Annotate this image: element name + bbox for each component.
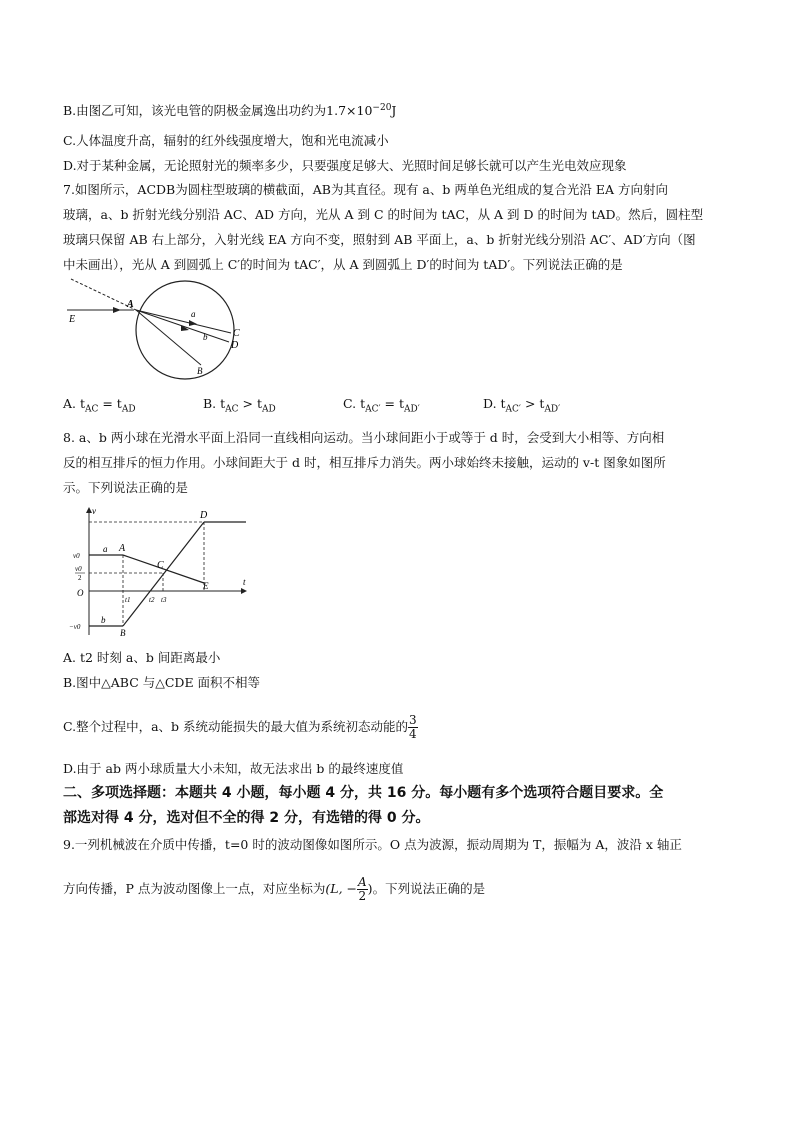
- q7-option-c-label: C. t: [343, 396, 366, 411]
- q7-stem-line1: 7.如图所示，ACDB为圆柱型玻璃的横截面，AB为其直径。现有 a、b 两单色光组成的复合光沿 EA 方向射向: [63, 182, 668, 197]
- q9-stem-line1: 9.一列机械波在介质中传播，t=0 时的波动图像如图所示。O 点为波源，振动周期为 T，振幅为 A，波沿 x 轴正: [63, 837, 682, 852]
- label-t1: t1: [125, 596, 131, 604]
- q8-stem-line2: 反的相互排斥的恒力作用。小球间距大于 d 时，相互排斥力消失。两小球始终未接触，运动的 v-t 图象如图所: [63, 455, 666, 470]
- q7-option-c-sub2: AD′: [403, 404, 420, 415]
- q7-option-b: [203, 396, 276, 415]
- label-c: C: [233, 328, 240, 339]
- q7-option-c-sub1: AC′: [365, 404, 381, 415]
- label-t3: t3: [161, 596, 167, 604]
- q7-stem-line2: 玻璃，a、b 折射光线分别沿 AC、AD 方向，光从 A 到 C 的时间为 tAC，从 A 到 D 的时间为 tAD。然后，圆柱型: [63, 207, 704, 222]
- label-half-v0-den: 2: [78, 574, 82, 582]
- q8-stem-line1: 8. a、b 两小球在光滑水平面上沿同一直线相向运动。当小球间距小于或等于 d 时，会受到大小相等、方向相: [63, 430, 665, 445]
- label-a: A: [127, 299, 134, 310]
- q7-option-b-sub1: AC: [225, 404, 239, 415]
- q7-option-a-sub1: AC: [85, 404, 99, 415]
- q7-option-b-rel: > t: [238, 396, 262, 411]
- ray-a-arrow-icon: [189, 320, 197, 326]
- q7-option-d-sub1: AC′: [505, 404, 521, 415]
- label-t: t: [243, 577, 246, 587]
- label-neg-v0: −v0: [69, 623, 81, 631]
- q8-option-a: A. t2 时刻 a、b 间距离最小: [63, 650, 221, 665]
- q7-option-d-rel: > t: [520, 396, 545, 411]
- q9-coord-fraction: [357, 876, 368, 903]
- q8-option-c: [63, 710, 418, 744]
- incident-arrow-icon: [113, 307, 121, 313]
- q7-stem-line4: 中未画出），光从 A 到圆弧上 C′的时间为 tAC′，从 A 到圆弧上 D′的时间为 tAD′。下列说法正确的是: [63, 257, 623, 272]
- q7-option-a-label: A. t: [63, 396, 85, 411]
- q8-option-c-denominator: 4: [409, 727, 417, 741]
- section2-heading-line1: 二、多项选择题：本题共 4 小题，每小题 4 分，共 16 分。每小题有多个选项符合题目要求。全: [63, 785, 664, 801]
- q9-coord-close: ): [367, 881, 373, 896]
- q7-option-a-rel: = t: [98, 396, 122, 411]
- label-b: B: [197, 366, 203, 376]
- q8-option-d: D.由于 ab 两小球质量大小未知，故无法求出 b 的最终速度值: [63, 761, 404, 776]
- label-point-c: C: [157, 560, 164, 571]
- label-o: O: [77, 588, 84, 598]
- t-axis-arrow-icon: [241, 588, 247, 594]
- label-point-d: D: [200, 510, 208, 521]
- q7-option-c: [343, 396, 420, 415]
- line-b-accel: [123, 522, 204, 626]
- q6-option-b-exponent: −20: [372, 103, 392, 113]
- label-ray-b: b: [203, 332, 208, 342]
- q7-stem-line3: 玻璃只保留 AB 右上部分，入射光线 EA 方向不变，照射到 AB 平面上，a、b 折射光线分别沿 AC′、AD′方向（图: [63, 232, 696, 247]
- q9-coord-numerator: A: [358, 875, 367, 889]
- q7-option-a: [63, 396, 136, 415]
- label-v: v: [92, 506, 96, 516]
- label-d: D: [231, 340, 239, 351]
- label-point-e: E: [203, 581, 209, 591]
- label-point-a: A: [119, 543, 126, 554]
- label-line-b: b: [101, 615, 106, 625]
- q8-vt-figure: [63, 505, 263, 640]
- q7-option-d-label: D. t: [483, 396, 506, 411]
- label-point-b: B: [120, 628, 126, 638]
- q7-option-b-label: B. t: [203, 396, 226, 411]
- q6-option-c: C.人体温度升高，辐射的红外线强度增大，饱和光电流减小: [63, 133, 389, 148]
- q6-option-b: [63, 100, 396, 119]
- q9-coord-denominator: 2: [358, 889, 367, 903]
- label-line-a: a: [103, 544, 108, 554]
- label-half-v0-num: v0: [75, 565, 82, 573]
- q9-stem-line2-end: 。下列说法正确的是: [372, 881, 486, 896]
- q9-stem-line2: [63, 872, 485, 906]
- q7-option-d: [483, 396, 560, 415]
- q8-option-b: B.图中△ABC 与△CDE 面积不相等: [63, 675, 261, 690]
- q7-option-b-sub2: AD: [262, 404, 276, 415]
- q7-option-d-sub2: AD′: [544, 404, 561, 415]
- label-v0: v0: [73, 552, 80, 560]
- q9-stem-line2-text: 方向传播，P 点为波动图像上一点，对应坐标为: [63, 881, 326, 896]
- q7-option-a-sub2: AD: [121, 404, 136, 415]
- q8-option-c-numerator: 3: [409, 713, 417, 727]
- q6-option-b-unit: J: [391, 103, 397, 119]
- label-ray-a: a: [191, 309, 196, 319]
- q9-coord-open: (L, −: [325, 881, 357, 896]
- q7-figure: [63, 278, 263, 378]
- q6-option-b-text: B.由图乙可知，该光电管的阴极金属逸出功约为1.7×10: [63, 103, 373, 119]
- section2-heading-line2: 部选对得 4 分，选对但不全的得 2 分，有选错的得 0 分。: [63, 810, 430, 826]
- q8-option-c-fraction: [408, 714, 418, 741]
- label-t2: t2: [149, 596, 155, 604]
- q7-option-c-rel: = t: [380, 396, 404, 411]
- q8-option-c-text: C.整个过程中，a、b 系统动能损失的最大值为系统初态动能的: [63, 719, 409, 734]
- q8-stem-line3: 示。下列说法正确的是: [63, 480, 189, 495]
- q6-option-d: D.对于某种金属，无论照射光的频率多少，只要强度足够大、光照时间足够长就可以产生光电效应现象: [63, 158, 627, 173]
- label-e: E: [69, 314, 76, 325]
